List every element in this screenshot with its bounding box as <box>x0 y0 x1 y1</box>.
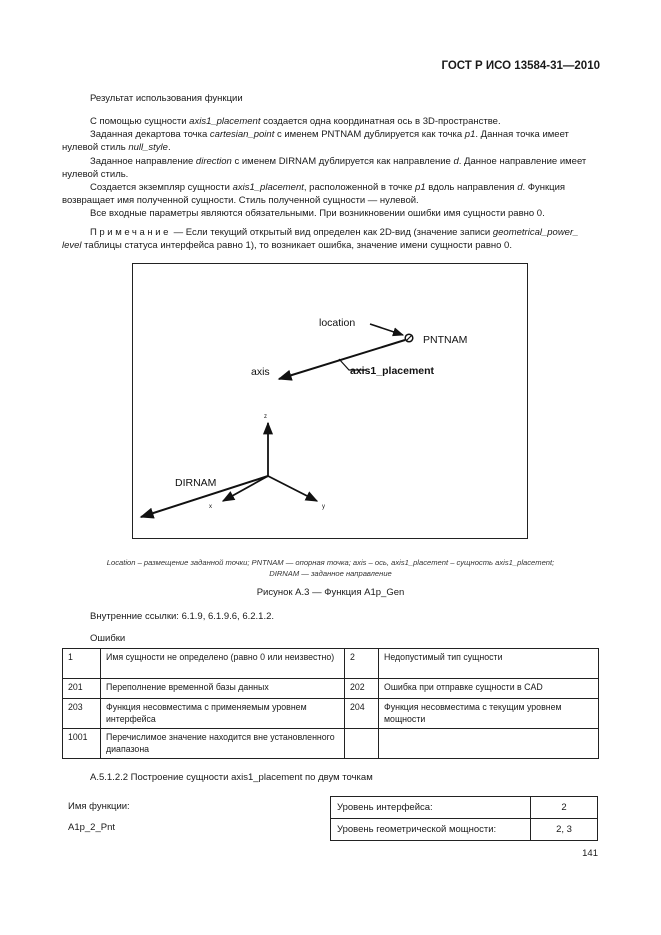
document-id: ГОСТ Р ИСО 13584-31—2010 <box>441 60 600 72</box>
table-row: Уровень интерфейса: 2 <box>331 797 598 819</box>
label-z: z <box>264 414 267 420</box>
function-name-value: A1p_2_Pnt <box>68 822 116 833</box>
table-row: Уровень геометрической мощности: 2, 3 <box>331 819 598 841</box>
label-pntnam: PNTNAM <box>423 334 468 346</box>
table-row: 1 Имя сущности не определено (равно 0 или неизвестно) 2 Недопустимый тип сущности <box>63 649 599 679</box>
table-row: 203 Функция несовместима с применяемым уровнем интерфейса 204 Функция несовместима с текущим уровнем мощности <box>63 699 599 729</box>
label-dirnam: DIRNAM <box>175 477 217 489</box>
paragraph-5: Все входные параметры являются обязательными. При возникновении ошибки имя сущности равно 0. <box>90 208 545 220</box>
paragraph-3: Заданное направление direction с именем DIRNAM дублируется как направление d. Данное направление имеет нулевой стиль. <box>62 155 587 180</box>
errors-title: Ошибки <box>90 633 126 644</box>
figure-caption: Location – размещение заданной точки; PNTNAM — опорная точка; axis – ось, axis1_placement – сущность axis1_placement; DIRNAM — заданное направление <box>106 558 555 578</box>
internal-references: Внутренние ссылки: 6.1.9, 6.1.9.6, 6.2.1.2. <box>90 611 275 622</box>
paragraph-2: Заданная декартова точка cartesian_point с именем PNTNAM дублируется как точка p1. Данная точка имеет нулевой стиль null_style. <box>62 129 569 154</box>
label-y: y <box>322 504 325 510</box>
location-arrow <box>370 324 403 335</box>
subsection-title: А.5.1.2.2 Построение сущности axis1_placement по двум точкам <box>90 772 373 783</box>
paragraph-4: Создается экземпляр сущности axis1_placement, расположенной в точке p1 вдоль направления d. Функция возвращает имя полученной сущности. Стиль полученной сущности — нулевой. <box>62 182 566 207</box>
label-axis1-placement: axis1_placement <box>350 365 435 377</box>
function-name-label: Имя функции: <box>68 801 130 812</box>
body-text <box>62 115 599 252</box>
note: Примечание — Если текущий открытый вид определен как 2D-вид (значение записи geometrical_power_ level таблицы статуса интерфейса равно 1), то возникает ошибка, значение имени сущности равно 0. <box>62 226 579 251</box>
label-location: location <box>319 317 356 329</box>
figure-frame <box>132 263 528 539</box>
table-row: 201 Переполнение временной базы данных 202 Ошибка при отправке сущности в CAD <box>63 679 599 699</box>
label-x: x <box>209 504 212 510</box>
figure-diagram <box>133 264 529 540</box>
section-title: Результат использования функции <box>90 93 243 104</box>
label-axis: axis <box>251 366 270 378</box>
paragraph-1: С помощью сущности axis1_placement создается одна координатная ось в 3D-пространстве. <box>90 116 501 127</box>
table-row: 1001 Перечислимое значение находится вне установленного диапазона <box>63 729 599 759</box>
figure-title: Рисунок А.3 — Функция A1p_Gen <box>256 587 405 598</box>
errors-table <box>62 648 599 759</box>
y-axis-arrow <box>268 476 317 501</box>
function-info-table <box>330 796 598 841</box>
page-number: 141 <box>582 848 598 859</box>
